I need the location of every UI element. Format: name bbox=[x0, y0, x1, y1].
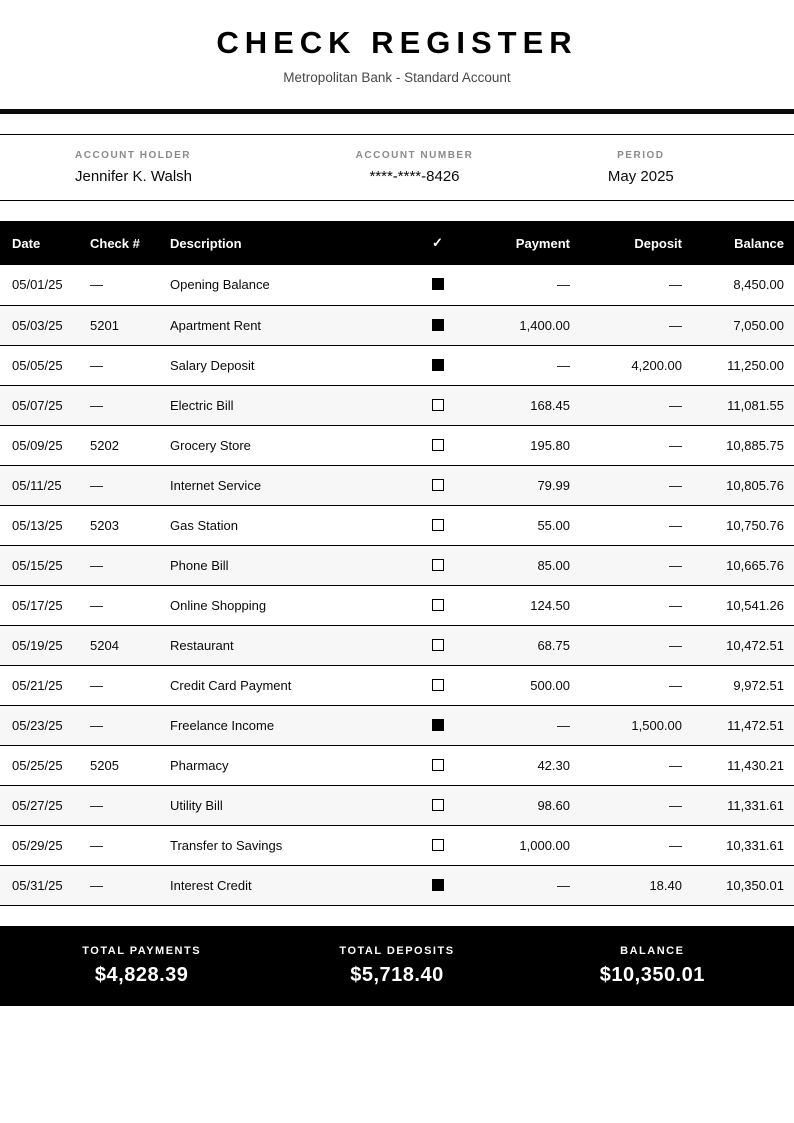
cell-deposit: — bbox=[570, 585, 682, 625]
cell-deposit: — bbox=[570, 265, 682, 305]
page-title: CHECK REGISTER bbox=[216, 25, 578, 60]
cell-description: Apartment Rent bbox=[170, 305, 410, 345]
table-row bbox=[0, 545, 794, 585]
account-period-block bbox=[528, 150, 754, 185]
cell-balance: 11,081.55 bbox=[682, 385, 794, 425]
cell-date: 05/15/25 bbox=[0, 545, 90, 585]
cleared-checkbox-icon bbox=[432, 679, 444, 691]
cell-date: 05/07/25 bbox=[0, 385, 90, 425]
account-holder-label: ACCOUNT HOLDER bbox=[75, 150, 191, 161]
total-payments-value: $4,828.39 bbox=[94, 963, 189, 986]
cell-description: Electric Bill bbox=[170, 385, 410, 425]
cell-deposit: — bbox=[570, 785, 682, 825]
cell-check-number: 5202 bbox=[90, 425, 170, 465]
cleared-checkbox-icon bbox=[432, 479, 444, 491]
cell-description: Internet Service bbox=[170, 465, 410, 505]
cell-check-number: 5205 bbox=[90, 745, 170, 785]
cell-description: Transfer to Savings bbox=[170, 825, 410, 865]
table-row bbox=[0, 825, 794, 865]
cell-check-number: — bbox=[90, 825, 170, 865]
final-balance-value: $10,350.01 bbox=[599, 963, 705, 986]
cell-check-number: — bbox=[90, 545, 170, 585]
cell-deposit: 18.40 bbox=[570, 865, 682, 905]
cell-cleared bbox=[410, 665, 465, 705]
cell-cleared bbox=[410, 345, 465, 385]
cell-cleared bbox=[410, 545, 465, 585]
cell-deposit: — bbox=[570, 425, 682, 465]
cell-check-number: — bbox=[90, 705, 170, 745]
table-row bbox=[0, 785, 794, 825]
cell-cleared bbox=[410, 425, 465, 465]
cell-cleared bbox=[410, 305, 465, 345]
cell-description: Utility Bill bbox=[170, 785, 410, 825]
cleared-checkbox-icon bbox=[432, 519, 444, 531]
cell-check-number: — bbox=[90, 785, 170, 825]
cell-date: 05/09/25 bbox=[0, 425, 90, 465]
cell-description: Online Shopping bbox=[170, 585, 410, 625]
cleared-checkbox-icon bbox=[432, 639, 444, 651]
cell-description: Interest Credit bbox=[170, 865, 410, 905]
cell-check-number: — bbox=[90, 585, 170, 625]
cell-description: Salary Deposit bbox=[170, 345, 410, 385]
cell-date: 05/19/25 bbox=[0, 625, 90, 665]
cell-deposit: 4,200.00 bbox=[570, 345, 682, 385]
cell-date: 05/31/25 bbox=[0, 865, 90, 905]
register-table bbox=[0, 221, 794, 906]
cell-date: 05/21/25 bbox=[0, 665, 90, 705]
total-deposits-value: $5,718.40 bbox=[350, 963, 444, 986]
cell-check-number: — bbox=[90, 345, 170, 385]
totals-summary-bar bbox=[0, 926, 794, 1006]
cell-date: 05/27/25 bbox=[0, 785, 90, 825]
column-header-date: Date bbox=[0, 221, 90, 265]
page-subtitle: Metropolitan Bank - Standard Account bbox=[283, 70, 511, 85]
cell-description: Pharmacy bbox=[170, 745, 410, 785]
cleared-checkbox-icon bbox=[432, 719, 444, 731]
cell-description: Opening Balance bbox=[170, 265, 410, 305]
cell-cleared bbox=[410, 745, 465, 785]
header-divider-rule bbox=[0, 109, 794, 114]
cell-balance: 7,050.00 bbox=[682, 305, 794, 345]
cell-deposit: 1,500.00 bbox=[570, 705, 682, 745]
account-number-block bbox=[301, 150, 527, 185]
cell-cleared bbox=[410, 465, 465, 505]
period-label: PERIOD bbox=[617, 150, 665, 161]
cell-payment: 1,000.00 bbox=[465, 825, 570, 865]
cell-payment: 85.00 bbox=[465, 545, 570, 585]
cell-deposit: — bbox=[570, 545, 682, 585]
account-holder-value: Jennifer K. Walsh bbox=[75, 168, 192, 185]
cell-deposit: — bbox=[570, 505, 682, 545]
cell-balance: 10,541.26 bbox=[682, 585, 794, 625]
cell-payment: — bbox=[465, 345, 570, 385]
cleared-checkbox-icon bbox=[432, 278, 444, 290]
table-row bbox=[0, 385, 794, 425]
cell-cleared bbox=[410, 705, 465, 745]
cell-payment: 195.80 bbox=[465, 425, 570, 465]
cleared-checkbox-icon bbox=[432, 559, 444, 571]
cell-date: 05/05/25 bbox=[0, 345, 90, 385]
cell-check-number: — bbox=[90, 265, 170, 305]
cell-description: Restaurant bbox=[170, 625, 410, 665]
table-row bbox=[0, 665, 794, 705]
cell-deposit: — bbox=[570, 665, 682, 705]
cell-payment: 168.45 bbox=[465, 385, 570, 425]
cell-deposit: — bbox=[570, 385, 682, 425]
cell-date: 05/13/25 bbox=[0, 505, 90, 545]
document-header bbox=[0, 0, 794, 85]
table-row bbox=[0, 425, 794, 465]
cell-check-number: — bbox=[90, 465, 170, 505]
cell-payment: 79.99 bbox=[465, 465, 570, 505]
cell-date: 05/29/25 bbox=[0, 825, 90, 865]
cell-date: 05/25/25 bbox=[0, 745, 90, 785]
column-header-payment: Payment bbox=[465, 221, 570, 265]
cell-balance: 11,430.21 bbox=[682, 745, 794, 785]
cell-date: 05/17/25 bbox=[0, 585, 90, 625]
table-row bbox=[0, 345, 794, 385]
cell-balance: 11,472.51 bbox=[682, 705, 794, 745]
cell-cleared bbox=[410, 585, 465, 625]
cell-balance: 9,972.51 bbox=[682, 665, 794, 705]
table-row bbox=[0, 745, 794, 785]
cell-description: Grocery Store bbox=[170, 425, 410, 465]
cell-cleared bbox=[410, 625, 465, 665]
cell-check-number: 5203 bbox=[90, 505, 170, 545]
table-row bbox=[0, 305, 794, 345]
final-balance-label: BALANCE bbox=[620, 944, 685, 957]
header-row bbox=[0, 221, 794, 265]
cleared-checkbox-icon bbox=[432, 759, 444, 771]
cell-cleared bbox=[410, 265, 465, 305]
cleared-checkbox-icon bbox=[432, 799, 444, 811]
cell-check-number: — bbox=[90, 385, 170, 425]
cell-balance: 10,805.76 bbox=[682, 465, 794, 505]
cell-balance: 10,331.61 bbox=[682, 825, 794, 865]
cell-payment: 42.30 bbox=[465, 745, 570, 785]
table-row bbox=[0, 705, 794, 745]
account-info-section bbox=[0, 134, 794, 201]
final-balance-block bbox=[525, 945, 780, 987]
total-deposits-label: TOTAL DEPOSITS bbox=[339, 944, 455, 957]
cell-deposit: — bbox=[570, 305, 682, 345]
account-number-value: ****-****-8426 bbox=[369, 168, 460, 185]
cell-balance: 10,750.76 bbox=[682, 505, 794, 545]
cell-cleared bbox=[410, 865, 465, 905]
table-row bbox=[0, 265, 794, 305]
cell-balance: 8,450.00 bbox=[682, 265, 794, 305]
cell-balance: 10,665.76 bbox=[682, 545, 794, 585]
table-row bbox=[0, 465, 794, 505]
cleared-checkbox-icon bbox=[432, 439, 444, 451]
cell-date: 05/11/25 bbox=[0, 465, 90, 505]
cleared-checkbox-icon bbox=[432, 599, 444, 611]
cell-cleared bbox=[410, 825, 465, 865]
cell-deposit: — bbox=[570, 825, 682, 865]
total-deposits-block bbox=[269, 945, 524, 987]
cleared-checkbox-icon bbox=[432, 879, 444, 891]
total-payments-label: TOTAL PAYMENTS bbox=[82, 944, 202, 957]
cell-cleared bbox=[410, 505, 465, 545]
account-holder-block bbox=[75, 150, 301, 185]
cell-balance: 10,350.01 bbox=[682, 865, 794, 905]
cell-balance: 10,885.75 bbox=[682, 425, 794, 465]
period-value: May 2025 bbox=[607, 168, 674, 185]
cell-check-number: 5201 bbox=[90, 305, 170, 345]
cell-balance: 10,472.51 bbox=[682, 625, 794, 665]
register-table-body bbox=[0, 265, 794, 905]
column-header-description: Description bbox=[170, 221, 410, 265]
cell-description: Credit Card Payment bbox=[170, 665, 410, 705]
column-header-check-number: Check # bbox=[90, 221, 170, 265]
cell-description: Freelance Income bbox=[170, 705, 410, 745]
cell-deposit: — bbox=[570, 465, 682, 505]
cell-deposit: — bbox=[570, 745, 682, 785]
table-row bbox=[0, 505, 794, 545]
cell-date: 05/03/25 bbox=[0, 305, 90, 345]
cell-date: 05/23/25 bbox=[0, 705, 90, 745]
cell-check-number: — bbox=[90, 865, 170, 905]
cell-cleared bbox=[410, 385, 465, 425]
cell-payment: 124.50 bbox=[465, 585, 570, 625]
cell-date: 05/01/25 bbox=[0, 265, 90, 305]
cell-payment: — bbox=[465, 705, 570, 745]
cleared-checkbox-icon bbox=[432, 319, 444, 331]
table-row bbox=[0, 865, 794, 905]
cell-description: Gas Station bbox=[170, 505, 410, 545]
table-row bbox=[0, 625, 794, 665]
column-header-cleared: ✓ bbox=[410, 221, 465, 265]
cell-balance: 11,250.00 bbox=[682, 345, 794, 385]
column-header-deposit: Deposit bbox=[570, 221, 682, 265]
cell-balance: 11,331.61 bbox=[682, 785, 794, 825]
cell-payment: — bbox=[465, 265, 570, 305]
cell-cleared bbox=[410, 785, 465, 825]
cell-payment: 68.75 bbox=[465, 625, 570, 665]
cell-payment: 98.60 bbox=[465, 785, 570, 825]
cell-description: Phone Bill bbox=[170, 545, 410, 585]
cell-payment: — bbox=[465, 865, 570, 905]
cell-payment: 1,400.00 bbox=[465, 305, 570, 345]
register-table-header bbox=[0, 221, 794, 265]
cleared-checkbox-icon bbox=[432, 359, 444, 371]
table-row bbox=[0, 585, 794, 625]
cleared-checkbox-icon bbox=[432, 399, 444, 411]
account-number-label: ACCOUNT NUMBER bbox=[355, 150, 474, 161]
cleared-checkbox-icon bbox=[432, 839, 444, 851]
cell-deposit: — bbox=[570, 625, 682, 665]
cell-payment: 55.00 bbox=[465, 505, 570, 545]
total-payments-block bbox=[14, 945, 269, 987]
cell-payment: 500.00 bbox=[465, 665, 570, 705]
cell-check-number: 5204 bbox=[90, 625, 170, 665]
column-header-balance: Balance bbox=[682, 221, 794, 265]
cell-check-number: — bbox=[90, 665, 170, 705]
